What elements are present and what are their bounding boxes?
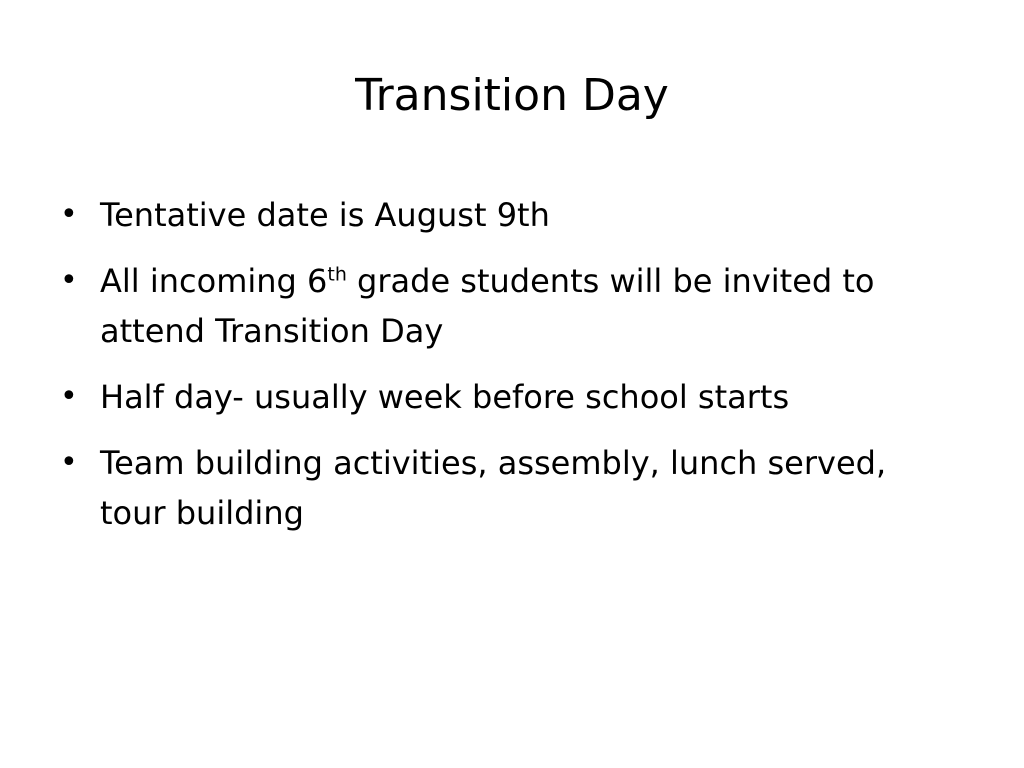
bullet-item-date — [52, 190, 952, 240]
bullet-text: Tentative date is August 9th — [100, 196, 550, 234]
slide-title: Transition Day — [355, 70, 669, 121]
bullet-text-start: All incoming 6 — [100, 262, 328, 300]
bullet-point-icon: • — [60, 379, 78, 414]
bullet-list — [52, 190, 952, 554]
bullet-text: Team building activities, assembly, lunch served, tour building — [100, 444, 887, 532]
bullet-text: Half day- usually week before school starts — [100, 378, 790, 416]
bullet-item-half-day — [52, 372, 952, 422]
bullet-point-icon: • — [60, 263, 78, 298]
bullet-point-icon: • — [60, 445, 78, 480]
bullet-item-activities — [52, 438, 952, 538]
bullet-point-icon: • — [60, 197, 78, 232]
bullet-text-end: grade students will be invited to attend Transition Day — [100, 262, 875, 350]
bullet-item-incoming-students — [52, 256, 952, 356]
ordinal-superscript: th — [327, 263, 347, 286]
